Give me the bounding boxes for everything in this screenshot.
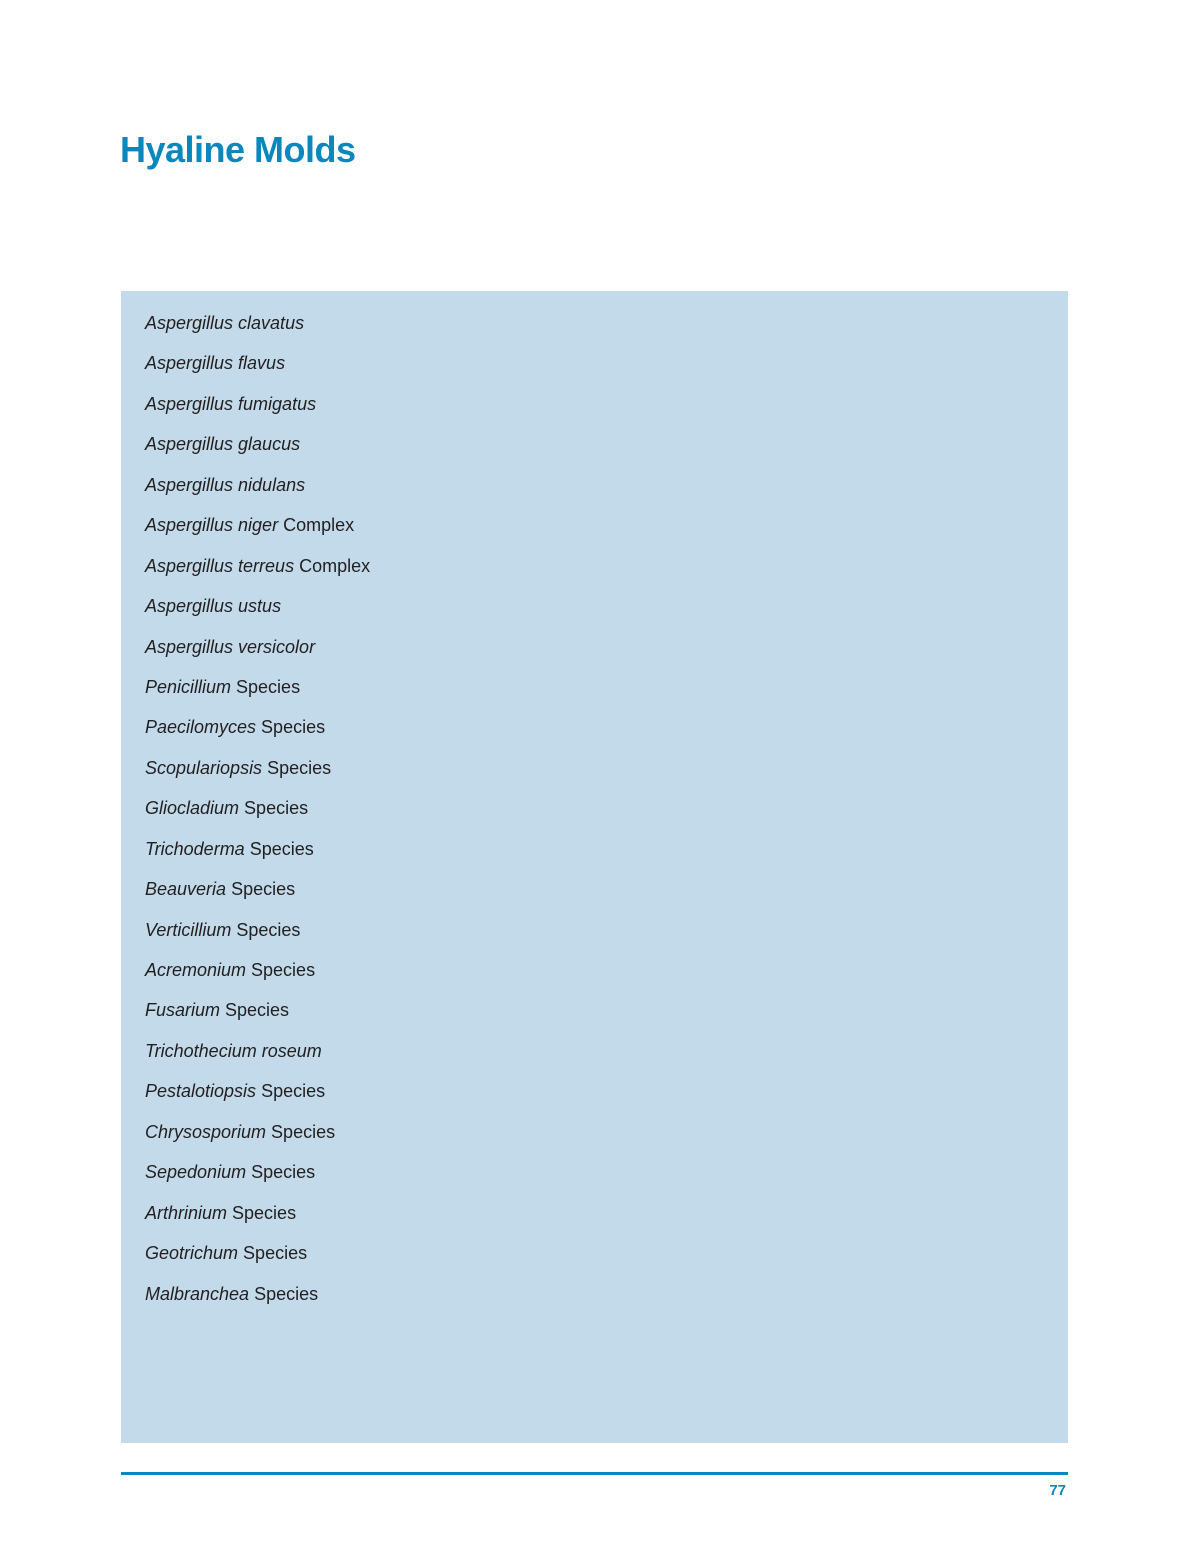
- species-item: [145, 877, 370, 917]
- species-name: Aspergillus nidulans: [145, 474, 306, 495]
- species-name: Aspergillus glaucus: [145, 434, 301, 455]
- species-item: [145, 1160, 370, 1200]
- species-item: [145, 675, 370, 715]
- species-name: Fusarium: [145, 1000, 221, 1021]
- species-name: Scopulariopsis: [145, 757, 263, 778]
- species-name: Geotrichum: [145, 1243, 239, 1264]
- species-item: [145, 918, 370, 958]
- species-name: Gliocladium: [145, 798, 240, 819]
- species-suffix: Species: [231, 676, 301, 697]
- species-item: [145, 432, 370, 472]
- species-item: [145, 998, 370, 1038]
- species-suffix: Complex: [294, 555, 371, 576]
- species-name: Aspergillus versicolor: [145, 636, 316, 657]
- species-name: Sepedonium: [145, 1162, 247, 1183]
- species-suffix: Species: [244, 838, 314, 859]
- species-item: [145, 1120, 370, 1160]
- species-suffix: Species: [256, 1081, 326, 1102]
- species-name: Pestalotiopsis: [145, 1081, 257, 1102]
- species-item: [145, 1079, 370, 1119]
- page-number: 77: [1049, 1482, 1066, 1499]
- species-name: Paecilomyces: [145, 717, 257, 738]
- species-suffix: Species: [246, 1162, 316, 1183]
- species-name: Trichoderma: [145, 838, 245, 859]
- species-name: Aspergillus niger: [145, 515, 279, 536]
- species-name: Verticillium: [145, 919, 232, 940]
- species-name: Aspergillus fumigatus: [145, 393, 317, 414]
- species-suffix: Species: [231, 919, 301, 940]
- species-item: [145, 1039, 370, 1079]
- species-item: [145, 715, 370, 755]
- species-suffix: Species: [227, 1202, 297, 1223]
- species-suffix: Species: [266, 1121, 336, 1142]
- species-suffix: Species: [262, 757, 332, 778]
- species-item: [145, 1241, 370, 1281]
- species-suffix: Species: [226, 879, 296, 900]
- species-item: [145, 594, 370, 634]
- footer-rule: [121, 1472, 1068, 1475]
- species-item: [145, 311, 370, 351]
- species-name: Malbranchea: [145, 1283, 250, 1304]
- species-name: Acremonium: [145, 960, 247, 980]
- species-suffix: Species: [239, 798, 309, 819]
- species-name: Aspergillus flavus: [145, 353, 286, 374]
- species-item: [145, 473, 370, 513]
- species-name: Aspergillus clavatus: [145, 313, 305, 333]
- species-item: [145, 351, 370, 391]
- species-item: [145, 1282, 370, 1322]
- species-list: [145, 311, 370, 1322]
- species-name: Penicillium: [145, 676, 232, 697]
- species-item: [145, 392, 370, 432]
- species-item: [145, 958, 370, 998]
- species-item: [145, 635, 370, 675]
- species-name: Beauveria: [145, 879, 227, 900]
- species-panel: [121, 291, 1068, 1443]
- species-suffix: Species: [220, 1000, 290, 1021]
- species-name: Chrysosporium: [145, 1121, 267, 1142]
- species-name: Aspergillus ustus: [145, 596, 282, 617]
- page-title: Hyaline Molds: [120, 129, 356, 170]
- species-item: [145, 796, 370, 836]
- species-name: Trichothecium roseum: [145, 1040, 322, 1061]
- species-name: Aspergillus terreus: [145, 555, 295, 576]
- species-item: [145, 554, 370, 594]
- species-item: [145, 513, 370, 553]
- species-suffix: Species: [238, 1243, 308, 1264]
- species-item: [145, 756, 370, 796]
- species-item: [145, 837, 370, 877]
- species-suffix: Species: [249, 1283, 319, 1304]
- species-item: [145, 1201, 370, 1241]
- species-suffix: Complex: [278, 515, 355, 536]
- species-name: Arthrinium: [145, 1202, 228, 1223]
- species-suffix: Species: [256, 717, 326, 738]
- species-suffix: Species: [246, 960, 316, 980]
